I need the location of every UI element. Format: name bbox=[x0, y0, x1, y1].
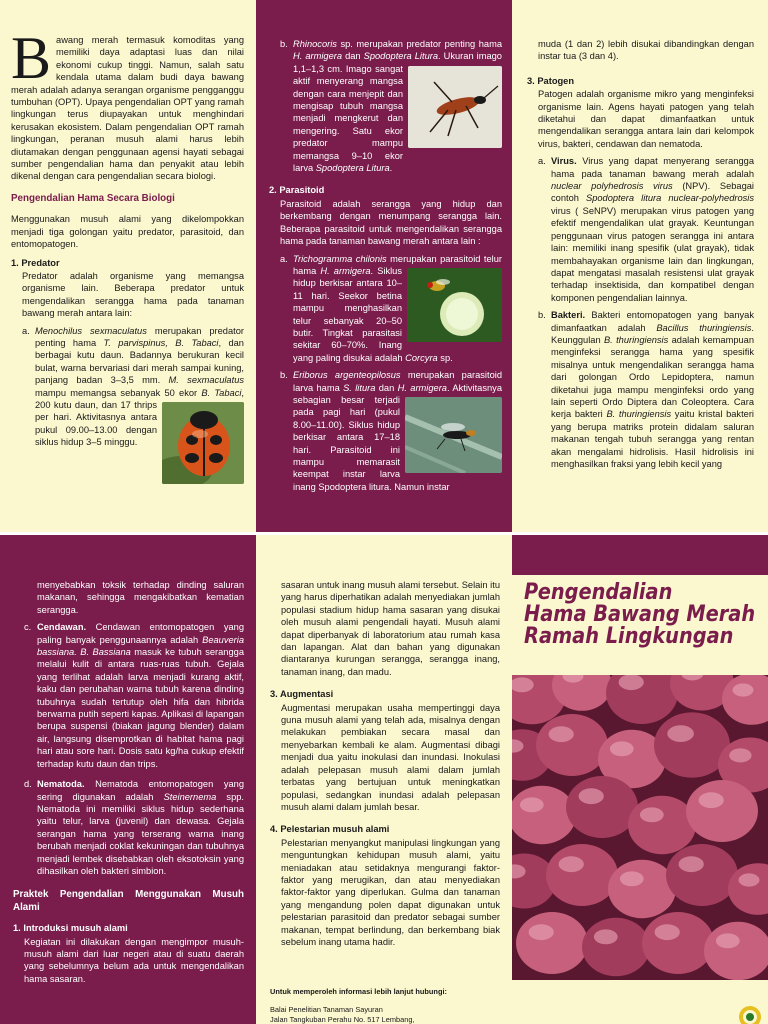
predator-item-a: a. Menochilus sexmaculatus merupakan predator penting hama T. parvispinus, B. Tabaci, dan berbagai kutu daun. Badannya berukuran kecil bulat, warna bervariasi dari merah sampai kuning, panjang badan 3–3,5 mm. M. sexmaculatus mampu memangsa sebanyak 50 ekor B. Tabaci , 200 kutu daun, dan 17 thrips per hari. Aktivitasnya antara pukul 09.00–13.00 dengan siklus hidup 3–5 minggu. bbox=[11, 325, 244, 449]
parasitoid-text: Parasitoid adalah serangga yang hidup dan berkembang dengan menumpang serangga lain. Beberapa parasitoid untuk mengendalikan serangga hama pada tanaman bawang merah antara lain : bbox=[280, 198, 502, 247]
eriborus-photo bbox=[405, 397, 502, 473]
rhinocoris-photo bbox=[408, 66, 502, 148]
patogen-item-b: b. Bakteri. Bakteri entomopatogen yang banyak dimanfaatkan adalah Bacillus thuringiensis. Keunggulan B. thuringiensis adalah kemampuan menginfeksi serangga hama yang spesifik misalnya untuk mengendalikan serangga hama dari golongan Ordo Lepidoptera, namun diketahui juga mampu menginfeksi ordo yang lain seperti Ordo Diptera dan Coleoptera. Cara kerja bakteri B. thuringiensis yaitu kristal bakteri yang berupa matriks protein didalam saluran makanan tengah tubuh serangga yang rentan akan mengalami hidrolisis. Hasil hidrolisis ini menghasilkan fraksi yang lebih kecil yang bbox=[538, 310, 755, 469]
panel-intro bbox=[0, 0, 256, 532]
patogen-item-d: d. Nematoda. Nematoda entomopatogen yang sering digunakan adalah Steinernema spp. Nematoda ini memiliki siklus hidup sederhana yaitu telur, larva (juvenil) dan dewasa. Gejala serangan hama yang terserang warna inang berubah menjadi coklat kekuningan dan tubuhnya menjadi lembek disebabkan oleh eksotoksin yang dihasilkan oleh bakteri simbion. bbox=[24, 779, 244, 876]
panel-cendawan bbox=[0, 535, 256, 1024]
pelestarian-heading: 4. Pelestarian musuh alami bbox=[270, 824, 390, 835]
panel-predator-parasitoid bbox=[256, 0, 512, 532]
augmentasi-text: Augmentasi merupakan usaha mempertinggi daya guna musuh alami yang telah ada, misalnya dengan melakukan pembiakan secara masal dan menyebarkan kembali ke alam. Augmentasi dibagi menjadi dua yaitu inokulasi dan inundasi. Inokulasi adalah pelepasan musuh alami dalam jumlah terbatas yang bertujuan untuk meningkatkan populasi, sedangkan inundasi adalah pelepasan musuh alami dalam jumlah besar. bbox=[281, 702, 500, 812]
pelestarian-text: Pelestarian menyangkut manipulasi lingkungan yang menguntungkan kehidupan musuh alami, yaitu meniadakan atau setidaknya mengurangi faktor-faktor yang merugikan, dan atau menyediakan faktor-faktor yang diperlukan. Gulma dan tanaman yang mengandung polen dapat digunakan untuk pelestarian parasitoid dan predator sebagai sumber makanan, tempat berlindung, dan berkembang biak sebelum inang utama hadir. bbox=[281, 837, 500, 947]
bio-text: Menggunakan musuh alami yang dikelompokkan menjadi tiga golongan yaitu predator, parasitoid, dan entomopatogen. bbox=[11, 214, 244, 250]
introduksi-heading: 1. Introduksi musuh alami bbox=[13, 923, 128, 934]
introduksi-text: Kegiatan ini dilakukan dengan mengimpor musuh-musuh alami dari luar negeri atau di suatu daerah yang sebelumnya belum ada untuk mengendalikan hama sasaran. bbox=[24, 936, 244, 984]
predator-item-b: b. Rhinocoris sp. merupakan predator penting hama H. armigera dan Spodoptera Litura . Ukuran imago 1,1–1,3 cm. Imago sangat aktif menyerang mangsa dengan cara menjepit dan mengisap tubuh mangsa menjadi mengkerut dan mengering. Satu ekor predator mampu memangsa 9–10 ekor larva Spodoptera Litura. bbox=[280, 39, 502, 174]
predator-text: Predator adalah organisme yang memangsa organisme lain. Beberapa predator untuk mengendalikan serangga hama pada tanaman bawang merah antara lain: bbox=[22, 270, 244, 319]
bakteri-cont: menyebabkan toksik terhadap dinding saluran makanan, sehingga mengakibatkan kematian serangga. bbox=[37, 580, 244, 615]
parasitoid-item-a: a. Trichogramma chilonis merupakan parasitoid telur hama H. armigera . Siklus hidup berkisar antara 10–11 hari. Seekor betina mampu menghasilkan telur sebanyak 20–50 butir. Tingkat parasitasi sekitar 60–70%. Inang yang paling disukai adalah Corcyra sp. bbox=[280, 253, 502, 363]
section-heading-biologi: Pengendalian Hama Secara Biologi bbox=[11, 192, 175, 204]
contact-bar bbox=[512, 980, 768, 1024]
predator-heading: 1. Predator bbox=[11, 257, 60, 268]
panel-patogen bbox=[512, 0, 768, 532]
parasitoid-cont: muda (1 dan 2) lebih disukai dibandingkan dengan instar tua (3 dan 4). bbox=[538, 39, 754, 62]
institute-logo-icon bbox=[738, 1005, 762, 1024]
cover-title: Pengendalian Hama Bawang Merah Ramah Lingkungan bbox=[524, 579, 756, 649]
contact-line-2: Jalan Tangkuban Perahu No. 517 Lembang, bbox=[270, 1015, 415, 1024]
intro-text: awang merah termasuk komoditas yang memiliki daya adaptasi luas dan nilai ekonomi cukup tinggi. Namun, salah satu kendala utama dalam budi daya bawang merah adalah adanya serangan organisme pengganggu tumbuhan (OPT). Upaya pengendalian OPT yang ramah lingkungan terus diupayakan untuk menghindari kerusakan ekosistem. Dalam pengendalian OPT ramah lingkungan, peranan musuh alami harus lebih diutamakan dengan penggunaan agensi hayati sebagai sumber pengendalian hama dan penyakit atau lebih dikenal dengan cara pengendalian secara biologi. bbox=[11, 35, 244, 182]
trichogramma-photo bbox=[407, 268, 502, 342]
dropcap: B bbox=[11, 25, 52, 91]
parasitoid-heading: 2. Parasitoid bbox=[269, 185, 325, 196]
patogen-text: Patogen adalah organisme mikro yang menginfeksi organisme lain. Agens hayati patogen yang telah diketahui dan dapat dimanfaatkan untuk mengendalikan serangga antara lain dari kelompok virus, bakteri, cendawan dan nematoda. bbox=[538, 89, 754, 149]
panel-augmentasi bbox=[256, 535, 512, 1024]
panel-cover bbox=[512, 535, 768, 1024]
contact-info bbox=[270, 987, 500, 1024]
shallot-photo bbox=[512, 675, 768, 983]
praktek-heading: Praktek Pengendalian Menggunakan Musuh Alami bbox=[13, 889, 244, 913]
introduksi-cont: sasaran untuk inang musuh alami tersebut. Selain itu yang harus diperhatikan adalah menyediakan jumlah populasi stadium hidup hama sasaran yang disukai oleh musuh alami pengendali hayati. Musuh alami dapat diperbanyak di laboratorium atau rumah kasa dan lapangan. Alat dan bahan yang digunakan diantaranya kurungan serangga, serangga inang, tanaman inang, dan madu. bbox=[281, 580, 500, 677]
parasitoid-item-b: b. Eriborus argenteopilosus merupakan parasitoid larva hama S. litura dan H. armigera . Aktivitasnya sebagian besar terjadi pada pagi hari (pukul 8.00–11.00). Siklus hidup berkisar antara 17–18 hari. Parasitoid ini mampu memarasit keempat instar larva inang Spodoptera litura. Namun instar bbox=[280, 370, 502, 492]
patogen-heading: 3. Patogen bbox=[527, 75, 575, 86]
contact-line-1: Balai Penelitian Tanaman Sayuran bbox=[270, 1005, 383, 1014]
patogen-item-a: a. Virus. Virus yang dapat menyerang serangga hama pada tanaman bawang merah adalah nuclear polyhedrosis virus (NPV). Sebagai contoh Spodoptera litura nuclear-polyhedrosis virus ( SeNPV) merupakan virus patogen yang efektif mengendalikan ulat grayak. Keuntungan penggunaan virus patogen serangga ini antara lain: memiliki inang spesifik (ulat grayak), tidak membahayakan organisme lain dan lingkungan, dapat mengatasi masalah resistensi ulat grayak terhadap insektisida, dan kompatibel dengan komponen pengendalian lainnya. bbox=[538, 156, 754, 303]
ladybug-photo bbox=[162, 402, 244, 484]
contact-heading: Untuk memperoleh informasi lebih lanjut hubungi: bbox=[270, 987, 447, 996]
patogen-item-c: c. Cendawan. Cendawan entomopatogen yang paling banyak penggunaannya adalah Beauveria bassiana. B. Bassiana masuk ke tubuh serangga melalui kulit di antara ruas-ruas tubuh. Gejala yang terlihat adalah larva menjadi kurang aktif, kaku dan perubahan warna tubuh karena dinding tubuhnya sudah tertutup oleh hifa dan hibrida berwarna putih seperti kapas. Aplikasi di lapangan berupa suspensi (biakan jagung blender) dalam air, langsung disemprotkan di habitat hama pagi hari atau sore hari. Dosis satu kg/ha cukup efektif terhadap kutu daun dan trips. bbox=[24, 622, 244, 769]
augmentasi-heading: 3. Augmentasi bbox=[270, 689, 334, 700]
